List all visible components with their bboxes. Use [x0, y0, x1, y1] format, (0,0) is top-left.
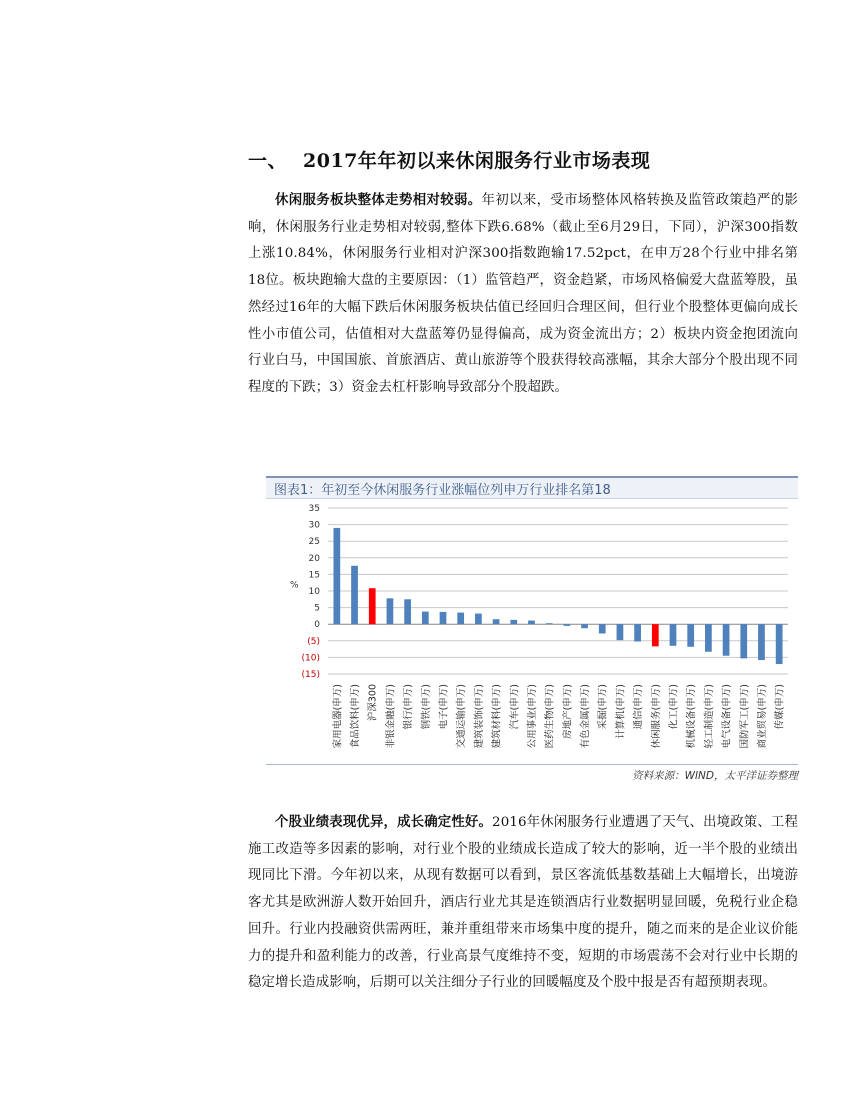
y-axis-label: %: [290, 580, 299, 591]
bar: [599, 624, 606, 633]
figure-title-bar: [266, 476, 798, 498]
x-tick-label: 房地产(申万): [562, 684, 574, 739]
x-tick-label: 通信(申万): [633, 684, 645, 730]
paragraph-lead: 休闲服务板块整体走势相对较弱。: [275, 192, 482, 208]
y-tick-label: (10): [301, 653, 320, 664]
bar: [333, 528, 340, 624]
x-tick-label: 商业贸易(申万): [756, 684, 768, 749]
figure-title-divider: [266, 498, 798, 499]
x-tick-label: 计算机(申万): [615, 684, 627, 739]
bar: [475, 614, 482, 625]
section-title: 2017年年初以来休闲服务行业市场表现: [303, 150, 651, 172]
bar: [457, 613, 464, 625]
figure-title: 图表1：年初至今休闲服务行业涨幅位列申万行业排名第18: [274, 483, 611, 498]
x-tick-label: 传媒(申万): [774, 684, 786, 730]
x-tick-label: 机械设备(申万): [686, 684, 698, 749]
x-tick-label: 轻工制造(申万): [703, 684, 715, 749]
bar: [634, 624, 641, 641]
x-tick-label: 电气设备(申万): [721, 684, 733, 749]
x-tick-label: 非银金融(申万): [385, 684, 397, 749]
x-tick-label: 休闲服务(申万): [650, 684, 662, 749]
y-tick-label: 15: [308, 570, 320, 581]
x-tick-label: 国防军工(申万): [739, 684, 751, 749]
bar: [758, 624, 765, 660]
bar: [670, 624, 677, 646]
bar: [493, 619, 500, 624]
figure-bottom-divider: [266, 764, 798, 765]
x-tick-label: 建筑材料(申万): [491, 684, 503, 749]
x-tick-label: 沪深300: [367, 684, 379, 722]
paragraph-market-performance: [248, 187, 798, 402]
y-tick-label: 35: [308, 504, 320, 514]
x-tick-label: 建筑装饰(申万): [473, 684, 485, 749]
section-number: 一、: [248, 150, 288, 172]
y-tick-label: 30: [308, 520, 320, 531]
x-tick-label: 家用电器(申万): [332, 684, 344, 749]
x-tick-label: 有色金属(申万): [580, 684, 592, 749]
bar: [740, 624, 747, 658]
y-tick-label: 5: [314, 603, 320, 614]
x-tick-label: 采掘(申万): [597, 684, 609, 730]
bar: [387, 598, 394, 624]
bar: [723, 624, 730, 656]
y-tick-label: 25: [308, 537, 320, 548]
y-tick-label: (15): [301, 670, 320, 680]
figure-source: 资料来源：WIND，太平洋证券整理: [632, 770, 798, 782]
x-tick-label: 银行(申万): [403, 684, 415, 730]
bar: [652, 624, 659, 646]
paragraph-body: 2016年休闲服务行业遭遇了天气、出境政策、工程施工改造等多因素的影响，对行业个股的业绩成长造成了较大的影响，近一半个股的业绩出现同比下滑。今年初以来，从现有数据可以看到，景区客流低基数基础上大幅增长，出境游客尤其是欧洲游人数开始回升，酒店行业尤其是连锁酒店行业数据明显回暖，免税行业企稳回升。行业内投融资供需两旺，兼并重组带来市场集中度的提升，随之而来的是企业议价能力的提升和盈利能力的改善，行业高景气度维持不变，短期的市场震荡不会对行业中长期的稳定增长造成影响，后期可以关注细分子行业的回暖幅度及个股中报是否有超预期表现。: [248, 815, 798, 991]
y-tick-label: (5): [307, 636, 320, 647]
paragraph-earnings: [248, 809, 798, 997]
bar: [563, 624, 570, 626]
y-tick-label: 10: [308, 587, 320, 597]
x-tick-label: 化工(申万): [668, 684, 680, 730]
bar: [404, 599, 411, 624]
bar: [705, 624, 712, 652]
bar: [776, 624, 783, 664]
industry-ranking-bar-chart: [266, 500, 798, 762]
x-tick-label: 医药生物(申万): [544, 684, 556, 749]
y-tick-label: 0: [314, 620, 320, 631]
bar: [369, 588, 376, 624]
bar: [528, 621, 535, 625]
x-tick-label: 食品饮料(申万): [350, 684, 362, 749]
y-tick-label: 20: [308, 553, 320, 564]
x-tick-label: 公用事业(申万): [526, 684, 538, 749]
bar: [510, 620, 517, 624]
bar: [546, 623, 553, 624]
bar: [440, 612, 447, 624]
x-tick-label: 交通运输(申万): [456, 684, 468, 749]
paragraph-body: 年初以来，受市场整体风格转换及监管政策趋严的影响，休闲服务行业走势相对较弱,整体下跌6.68%（截止至6月29日，下同），沪深300指数上涨10.84%，休闲服务行业相对沪深300指数跑输17.52pct，在申万28个行业中排名第18位。板块跑输大盘的主要原因：（1）监管趋严，资金趋紧，市场风格偏爱大盘蓝筹股，虽然经过16年的大幅下跌后休闲服务板块估值已经回归合理区间，但行业个股整体更偏向成长性小市值公司，估值相对大盘蓝筹仍显得偏高，成为资金流出方；2）板块内资金抱团流向行业白马，中国国旅、首旅酒店、黄山旅游等个股获得较高涨幅，其余大部分个股出现不同程度的下跌；3）资金去杠杆影响导致部分个股超跌。: [248, 193, 799, 395]
section-heading: [248, 146, 650, 173]
x-tick-label: 汽车(申万): [509, 684, 521, 730]
paragraph-lead: 个股业绩表现优异，成长确定性好。: [275, 814, 493, 830]
bar: [581, 624, 588, 628]
x-tick-label: 钢铁(申万): [420, 684, 432, 730]
bar: [687, 624, 694, 647]
bar: [617, 624, 624, 640]
bar: [422, 612, 429, 625]
bar: [351, 566, 358, 624]
x-tick-label: 电子(申万): [438, 684, 450, 730]
